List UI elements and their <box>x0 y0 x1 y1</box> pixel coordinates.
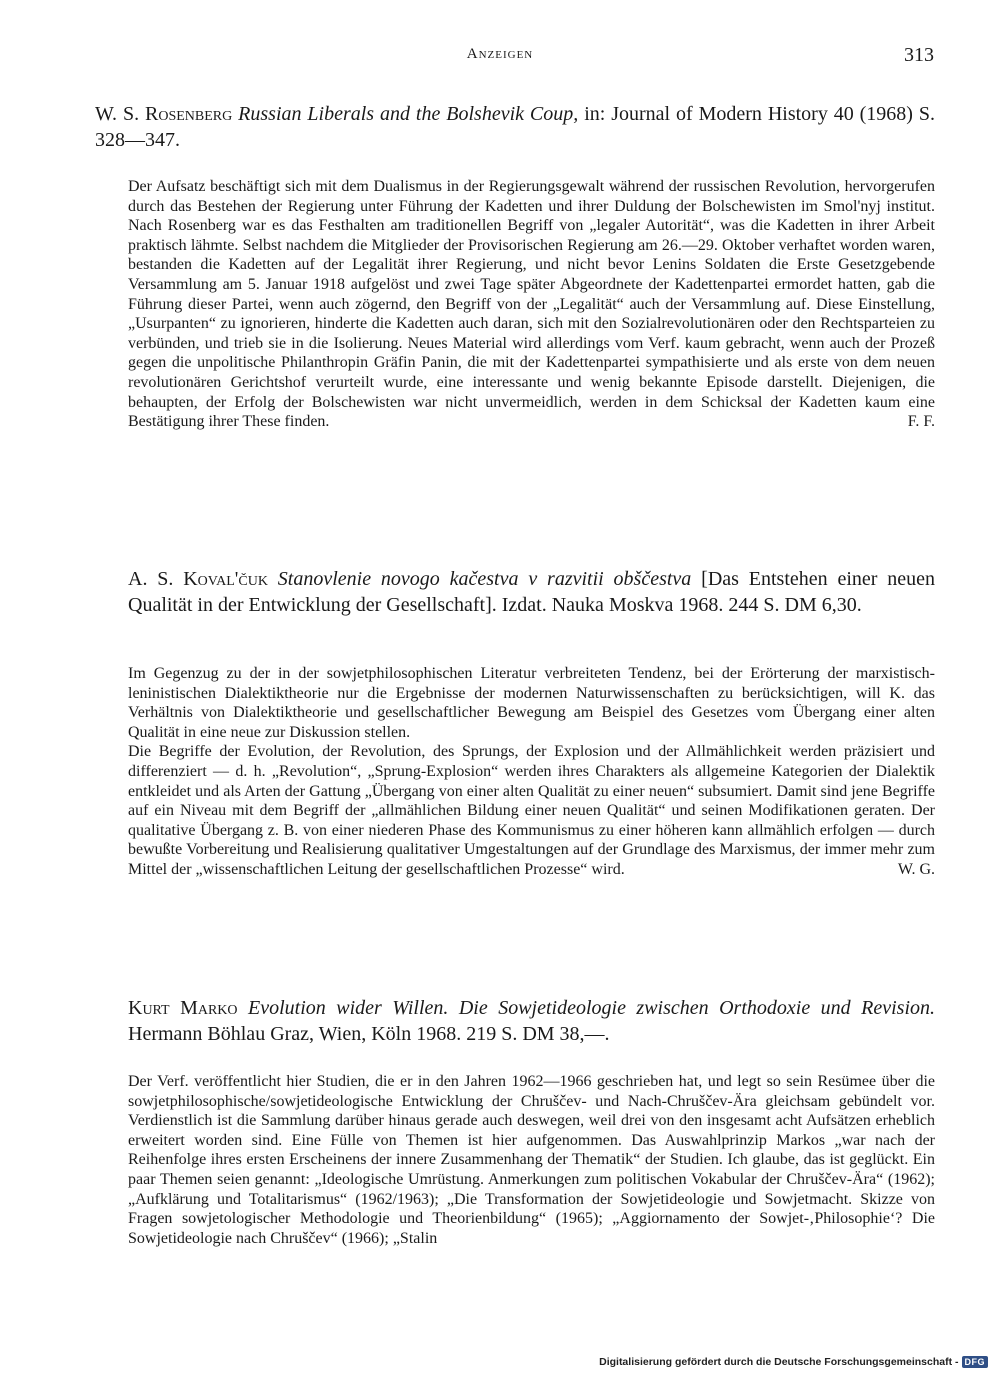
review-paragraph: Im Gegenzug zu der in der sowjetphilosophischen Literatur verbreiteten Tendenz, bei der Erörterung der marxistisch-leninistischen Dialektiktheorie nur die Ergebnisse der modernen Naturwissenschaften zu berücksichtigen, will K. das Verhältnis von Dialektiktheorie und gesellschaftlicher Bewegung am Beispiel des Gesetzes vom Übergang einer alten Qualität in eine neue zur Diskussion stellen. <box>128 665 935 741</box>
review-block <box>128 664 935 880</box>
citation <box>95 101 935 153</box>
page-number: 313 <box>904 44 934 66</box>
footer-text: Digitalisierung gefördert durch die Deutsche Forschungsgemeinschaft - <box>599 1356 959 1368</box>
review-paragraph: Die Begriffe der Evolution, der Revolution, des Sprungs, der Explosion und der Allmählichkeit werden präzisiert und differenziert — d. h. „Revolution“, „Sprung-Explosion“ werden ihres Charakters als allgemeine Kategorien der Dialektik entkleidet und als Arten der Gattung „Übergang von einer alten Qualität zu einer neuen“ subsumiert. Damit sind jene Begriffe auf ein Niveau mit dem Begriff der „allmählichen Bildung einer neuen Qualität“ und seinen Modifikationen geraten. Der qualitative Übergang z. B. von einer niederen Phase des Kommunismus zu einer höheren kann allmählich erfolgen — durch bewußte Vorbereitung und Realisierung qualitativer Umgestaltungen auf der Grundlage des Marxismus, der immer mehr zum Mittel der „wissenschaftlichen Leitung der gesellschaftlichen Prozesse“ wird. W. G. <box>128 743 935 878</box>
reviewer-initials: W. G. <box>897 860 935 878</box>
review-paragraph: Der Aufsatz beschäftigt sich mit dem Dualismus in der Regierungsgewalt während der russischen Revolution, hervorgerufen durch das Bestehen der Regierung unter Führung der Kadetten und ihrer Duldung der Bolschewisten im Smol'nyj institut. Nach Rosenberg war es das Festhalten am traditionellen Begriff von „legaler Autorität“, was die Kadetten in ihrer Arbeit praktisch lähmte. Selbst nachdem die Mitglieder der Provisorischen Regierung am 26.—29. Oktober verhaftet worden waren, bestanden die Kadetten auf der Legalität ihrer Regierung, und nicht bevor Lenins Soldaten die Erste Gesetzgebende Versammlung am 5. Januar 1918 aufgelöst und zwei Tage später Abgeordnete der Kadettenpartei ermordet hatten, gab die Führung dieser Partei, wenn auch zögernd, den Begriff von der „Legalität“ auch der Versammlung auf. Diese Einstellung, „Usurpanten“ zu ignorieren, hinderte die Kadetten auch daran, sich mit den Sozialrevolutionären oder den Rechtsparteien zu verbünden, und trieb sie in die Isolierung. Neues Material wird allerdings vom Verf. kaum gebracht, wenn auch der Prozeß gegen die unpolitische Philanthropin Gräfin Panin, die mit der Kadettenpartei sympathisierte und als erste von dem neuen revolutionären Gerichtshof verurteilt wurde, eine interessante und wenig bekannte Episode darstellt. Diejenigen, die behaupten, der Erfolg der Bolschewisten war nicht unvermeidlich, werden in dem Schicksal der Kadetten kaum eine Bestätigung ihrer These finden. F. F. <box>128 178 935 431</box>
bibliography-entry <box>128 995 935 1047</box>
running-header: Anzeigen <box>466 46 534 62</box>
source-info: in: Journal of Modern History 40 (1968) S. 328—347. <box>95 103 935 151</box>
work-title: Stanovlenie novogo kačestva v razvitii obščestva <box>277 568 692 590</box>
reviewer-initials: F. F. <box>907 413 935 431</box>
bibliography-entry <box>95 101 935 153</box>
bibliography-entry <box>128 566 935 618</box>
citation <box>128 566 935 618</box>
work-title: Evolution wider Willen. Die Sowjetideologie zwischen Orthodoxie und Revision. <box>248 997 936 1019</box>
review-block <box>128 1072 935 1248</box>
work-title: Russian Liberals and the Bolshevik Coup, <box>238 103 579 125</box>
source-info: [Das Entstehen einer neuen Qualität in der Entwicklung der Gesellschaft]. Izdat. Nauka Moskva 1968. 244 S. DM 6,30. <box>128 568 936 616</box>
author-name: W. S. Rosenberg <box>95 103 233 125</box>
author-name: A. S. Koval'čuk <box>128 568 268 590</box>
citation <box>128 995 935 1047</box>
review-block <box>128 177 935 432</box>
review-paragraph: Der Verf. veröffentlicht hier Studien, die er in den Jahren 1962—1966 geschrieben hat, und legt so sein Resümee über die sowjetphilosophische/sowjetideologische Entwicklung der Chruščev- und Nach-Chruščev-Ära gleichsam gebündelt vor. Verdienstlich ist die Sammlung darüber hinaus gerade auch deswegen, weil drei von den insgesamt acht Aufsätzen erheblich erweitert worden sind. Eine Fülle von Themen ist hier aufgenommen. Das Auswahlprinzip Markos „war nach der Reihenfolge ihres ersten Erscheinens der innere Zusammenhang der Thematik“ der Studien. Ich glaube, das ist geglückt. Ein paar Themen seien genannt: „Ideologische Umrüstung. Anmerkungen zum politischen Vokabular der Chruščev-Ära“ (1962); „Aufklärung und Totalitarismus“ (1962/1963); „Die Transformation der Sowjetideologie und Sowjetmacht. Skizze von Fragen sowjetologischer Methodologie und Theorienbildung“ (1965); „Aggiornamento der Sowjet-‚Philosophie‘? Die Sowjetideologie nach Chruščev“ (1966); „Stalin <box>128 1073 935 1247</box>
source-info: Hermann Böhlau Graz, Wien, Köln 1968. 219 S. DM 38,—. <box>128 1023 610 1045</box>
author-name: Kurt Marko <box>128 997 238 1019</box>
digitization-footer <box>599 1356 988 1368</box>
dfg-logo: DFG <box>962 1356 989 1368</box>
